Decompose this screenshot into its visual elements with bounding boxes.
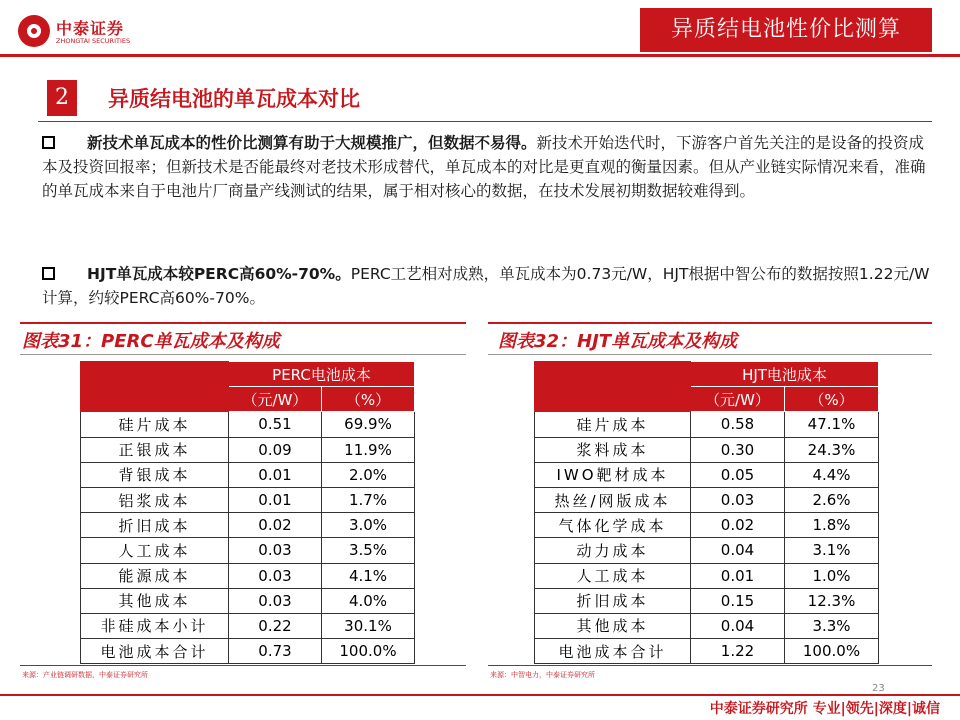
figure-32-source: 来源：中智电力，中泰证券研究所 (490, 671, 595, 679)
section-divider (38, 121, 932, 122)
cost-share: 100.0% (322, 639, 415, 664)
hjt-cost-table (534, 361, 879, 664)
paragraph-1 (42, 131, 932, 203)
table-header-group: HJT电池成本 (691, 362, 879, 387)
cost-value: 0.15 (691, 588, 785, 613)
cost-value: 0.01 (691, 563, 785, 588)
table-row (535, 639, 879, 664)
cost-item-name: 浆料成本 (535, 437, 691, 462)
cost-value: 0.22 (229, 613, 322, 638)
cost-value: 0.03 (229, 588, 322, 613)
cost-share: 100.0% (785, 639, 879, 664)
cost-share: 30.1% (322, 613, 415, 638)
cost-value: 0.01 (229, 462, 322, 487)
figure-31-top-rule (20, 322, 466, 324)
cost-value: 0.05 (691, 462, 785, 487)
cost-share: 47.1% (785, 412, 879, 437)
table-row (535, 487, 879, 512)
square-bullet-icon (42, 136, 55, 149)
table-row (535, 563, 879, 588)
logo-name-cn: 中泰证券 (56, 19, 125, 38)
table-row (81, 437, 415, 462)
perc-cost-table (80, 361, 415, 664)
cost-value: 0.02 (229, 513, 322, 538)
cost-share: 3.1% (785, 538, 879, 563)
cost-item-name: 折旧成本 (535, 588, 691, 613)
cost-value: 0.03 (691, 487, 785, 512)
figure-31-source: 来源：产业链调研数据，中泰证券研究所 (22, 671, 148, 679)
header-divider (0, 54, 960, 57)
table-row (535, 462, 879, 487)
figure-32-title-rule (488, 354, 932, 355)
cost-share: 12.3% (785, 588, 879, 613)
table-row (81, 462, 415, 487)
cost-value: 1.22 (691, 639, 785, 664)
cost-item-name: 人工成本 (81, 538, 229, 563)
square-bullet-icon (42, 267, 55, 280)
cost-item-name: 能源成本 (81, 563, 229, 588)
cost-share: 4.0% (322, 588, 415, 613)
table-row (81, 563, 415, 588)
figure-32-top-rule (488, 322, 932, 324)
table-unit-value: （元/W） (691, 387, 785, 412)
cost-item-name: 非硅成本小计 (81, 613, 229, 638)
section-title: 异质结电池的单瓦成本对比 (108, 87, 360, 111)
cost-value: 0.04 (691, 613, 785, 638)
logo-name-en: ZHONGTAI SECURITIES (56, 37, 131, 45)
cost-share: 3.5% (322, 538, 415, 563)
cost-share: 11.9% (322, 437, 415, 462)
cost-value: 0.03 (229, 538, 322, 563)
logo-mark-icon (18, 15, 50, 47)
cost-share: 2.6% (785, 487, 879, 512)
cost-item-name: 其他成本 (535, 613, 691, 638)
table-row (81, 412, 415, 437)
cost-value: 0.04 (691, 538, 785, 563)
cost-item-name: 动力成本 (535, 538, 691, 563)
table-unit-value: （元/W） (229, 387, 322, 412)
header-title: 异质结电池性价比测算 (640, 8, 932, 52)
cost-item-name: 热丝/网版成本 (535, 487, 691, 512)
table-row (535, 513, 879, 538)
cost-item-name: 其他成本 (81, 588, 229, 613)
cost-share: 4.1% (322, 563, 415, 588)
table-unit-pct: （%） (785, 387, 879, 412)
company-logo (18, 14, 148, 50)
cost-item-name: 电池成本合计 (81, 639, 229, 664)
cost-value: 0.73 (229, 639, 322, 664)
cost-value: 0.30 (691, 437, 785, 462)
footer-slogan: 中泰证券研究所 专业|领先|深度|诚信 (709, 701, 940, 717)
cost-item-name: 硅片成本 (535, 412, 691, 437)
cost-share: 4.4% (785, 462, 879, 487)
cost-share: 1.0% (785, 563, 879, 588)
cost-share: 2.0% (322, 462, 415, 487)
cost-share: 3.0% (322, 513, 415, 538)
cost-share: 3.3% (785, 613, 879, 638)
table-row (535, 613, 879, 638)
paragraph-1-body: 新技术开始迭代时，下游客户首先关注的是设备的投资成本及投资回报率；但新技术是否能最终对老技术形成替代，单瓦成本的对比是更直观的衡量因素。但从产业链实际情况来看，准确的单瓦成本来自于电池片厂商量产线测试的结果，属于相对核心的数据，在技术发展初期数据较难得到。 (42, 134, 926, 200)
table-row (81, 613, 415, 638)
figure-32-title: 图表32：HJT单瓦成本及构成 (498, 331, 738, 352)
figure-32-bottom-rule (488, 665, 932, 666)
cost-item-name: 正银成本 (81, 437, 229, 462)
section-number: 2 (47, 80, 77, 116)
cost-value: 0.01 (229, 487, 322, 512)
cost-item-name: 人工成本 (535, 563, 691, 588)
cost-share: 24.3% (785, 437, 879, 462)
cost-item-name: 铝浆成本 (81, 487, 229, 512)
cost-share: 1.7% (322, 487, 415, 512)
table-row (81, 588, 415, 613)
cost-item-name: IWO靶材成本 (535, 462, 691, 487)
cost-item-name: 折旧成本 (81, 513, 229, 538)
table-header-row (81, 362, 415, 387)
cost-value: 0.58 (691, 412, 785, 437)
table-header-blank (81, 362, 229, 412)
table-header-row (535, 362, 879, 387)
table-unit-pct: （%） (322, 387, 415, 412)
figure-31-title-rule (20, 354, 466, 355)
paragraph-2-body: PERC工艺相对成熟，单瓦成本为0.73元/W，HJT根据中智公布的数据按照1.22元/W计算，约较PERC高60%-70%。 (42, 265, 930, 307)
table-row (535, 412, 879, 437)
cost-item-name: 硅片成本 (81, 412, 229, 437)
cost-value: 0.02 (691, 513, 785, 538)
table-row (535, 538, 879, 563)
table-row (81, 487, 415, 512)
cost-share: 69.9% (322, 412, 415, 437)
cost-item-name: 背银成本 (81, 462, 229, 487)
paragraph-1-lead: 新技术单瓦成本的性价比测算有助于大规模推广，但数据不易得。 (87, 134, 537, 152)
paragraph-2 (42, 262, 932, 310)
cost-value: 0.03 (229, 563, 322, 588)
footer-divider (0, 694, 960, 696)
table-row (81, 538, 415, 563)
page-number: 23 (872, 683, 885, 694)
cost-item-name: 气体化学成本 (535, 513, 691, 538)
table-row (81, 513, 415, 538)
cost-value: 0.51 (229, 412, 322, 437)
table-row (81, 639, 415, 664)
figure-31-bottom-rule (20, 665, 466, 666)
table-row (535, 588, 879, 613)
cost-item-name: 电池成本合计 (535, 639, 691, 664)
table-header-group: PERC电池成本 (229, 362, 415, 387)
table-row (535, 437, 879, 462)
table-header-blank (535, 362, 691, 412)
figure-31-title: 图表31：PERC单瓦成本及构成 (22, 331, 280, 352)
cost-value: 0.09 (229, 437, 322, 462)
paragraph-2-lead: HJT单瓦成本较PERC高60%-70%。 (87, 265, 351, 283)
cost-share: 1.8% (785, 513, 879, 538)
